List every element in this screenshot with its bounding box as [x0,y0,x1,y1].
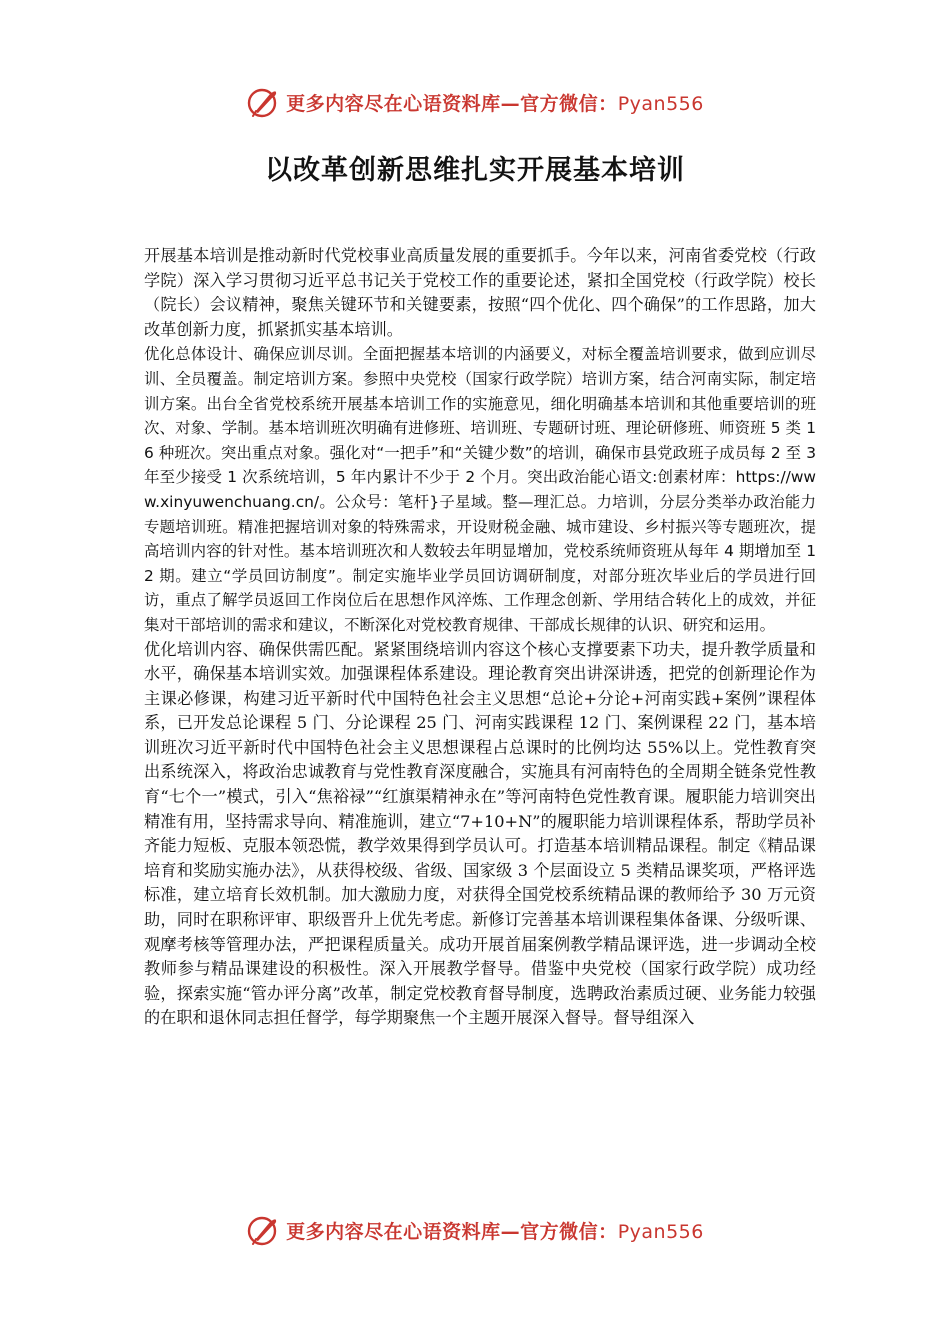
banner-wechat-id: Pyan556 [617,1220,704,1243]
document-body [144,244,816,1031]
banner-dash: — [500,92,521,115]
banner-site-text: 更多内容尽在心语资料库 [286,1220,501,1243]
banner-text [286,1217,704,1244]
banner-dash: — [500,1220,521,1243]
header-banner [0,80,950,124]
footer-banner [0,1208,950,1252]
paragraph-intro: 开展基本培训是推动新时代党校事业高质量发展的重要抓手。今年以来，河南省委党校（行政学院）深入学习贯彻习近平总书记关于党校工作的重要论述，紧扣全国党校（行政学院）校长（院长）会议精神，聚焦关键环节和关键要素，按照“四个优化、四个确保”的工作思路，加大改革创新力度，抓紧抓实基本培训。 [144,246,816,339]
header-banner-content [246,85,704,119]
banner-wechat-label: 官方微信： [520,92,618,115]
paragraph-training-content: 优化培训内容、确保供需匹配。紧紧围绕培训内容这个核心支撑要素下功夫，提升教学质量和水平，确保基本培训实效。加强课程体系建设。理论教育突出讲深讲透，把党的创新理论作为主课必修课，构建习近平新时代中国特色社会主义思想“总论+分论+河南实践+案例”课程体系，已开发总论课程 5 门、分论课程 25 门、河南实践课程 12 门、案例课程 22 门，基本培训班次习近平新时代中国特色社会主义思想课程占总课时的比例均达 55%以上。党性教育突出系统深入，将政治忠诚教育与党性教育深度融合，实施具有河南特色的全周期全链条党性教育“七个一”模式，引入“焦裕禄”“红旗渠精神永在”等河南特色党性教育课。履职能力培训突出精准有用，坚持需求导向、精准施训，建立“7+10+N”的履职能力培训课程体系，帮助学员补齐能力短板、克服本领恐慌，教学效果得到学员认可。打造基本培训精品课程。制定《精品课培育和奖励实施办法》，从获得校级、省级、国家级 3 个层面设立 5 类精品课奖项，严格评选标准，建立培育长效机制。加大激励力度，对获得全国党校系统精品课的教师给予 30 万元资助，同时在职称评审、职级晋升上优先考虑。新修订完善基本培训课程集体备课、分级听课、观摩考核等管理办法，严把课程质量关。成功开展首届案例教学精品课评选，进一步调动全校教师参与精品课建设的积极性。深入开展教学督导。借鉴中央党校（国家行政学院）成功经验，探索实施“管办评分离”改革，制定党校教育督导制度，选聘政治素质过硬、业务能力较强的在职和退休同志担任督学，每学期聚焦一个主题开展深入督导。督导组深入 [144,639,816,1028]
banner-wechat-label: 官方微信： [520,1220,618,1243]
footer-banner-content [246,1213,704,1247]
banner-site-text: 更多内容尽在心语资料库 [286,92,501,115]
document-title: 以改革创新思维扎实开展基本培训 [265,155,685,186]
quill-pen-logo-icon [246,1213,280,1247]
paragraph-overall-design: 优化总体设计、确保应训尽训。全面把握基本培训的内涵要义，对标全覆盖培训要求，做到应训尽训、全员覆盖。制定培训方案。参照中央党校（国家行政学院）培训方案，结合河南实际，制定培训方案。出台全省党校系统开展基本培训工作的实施意见，细化明确基本培训和其他重要培训的班次、对象、学制。基本培训班次明确有进修班、培训班、专题研讨班、理论研修班、师资班 5 类 16 种班次。突出重点对象。强化对“一把手”和“关键少数”的培训，确保市县党政班子成员每 2 至 3 年至少接受 1 次系统培训，5 年内累计不少于 2 个月。突出政治能心语文:创素材库：https://www.xinyuwenchuang.cn/。公众号：笔杆}子星域。整—理汇总。力培训，分层分类举办政治能力专题培训班。精准把握培训对象的特殊需求，开设财税金融、城市建设、乡村振兴等专题班次，提高培训内容的针对性。基本培训班次和人数较去年明显增加，党校系统师资班从每年 4 期增加至 12 期。建立“学员回访制度”。制定实施毕业学员回访调研制度，对部分班次毕业后的学员进行回访，重点了解学员返回工作岗位后在思想作风淬炼、工作理念创新、学用结合转化上的成效，并征集对干部培训的需求和建议，不断深化对党校教育规律、干部成长规律的认识、研究和运用。 [144,345,816,634]
banner-wechat-id: Pyan556 [617,92,704,115]
quill-pen-logo-icon [246,85,280,119]
banner-text [286,89,704,116]
